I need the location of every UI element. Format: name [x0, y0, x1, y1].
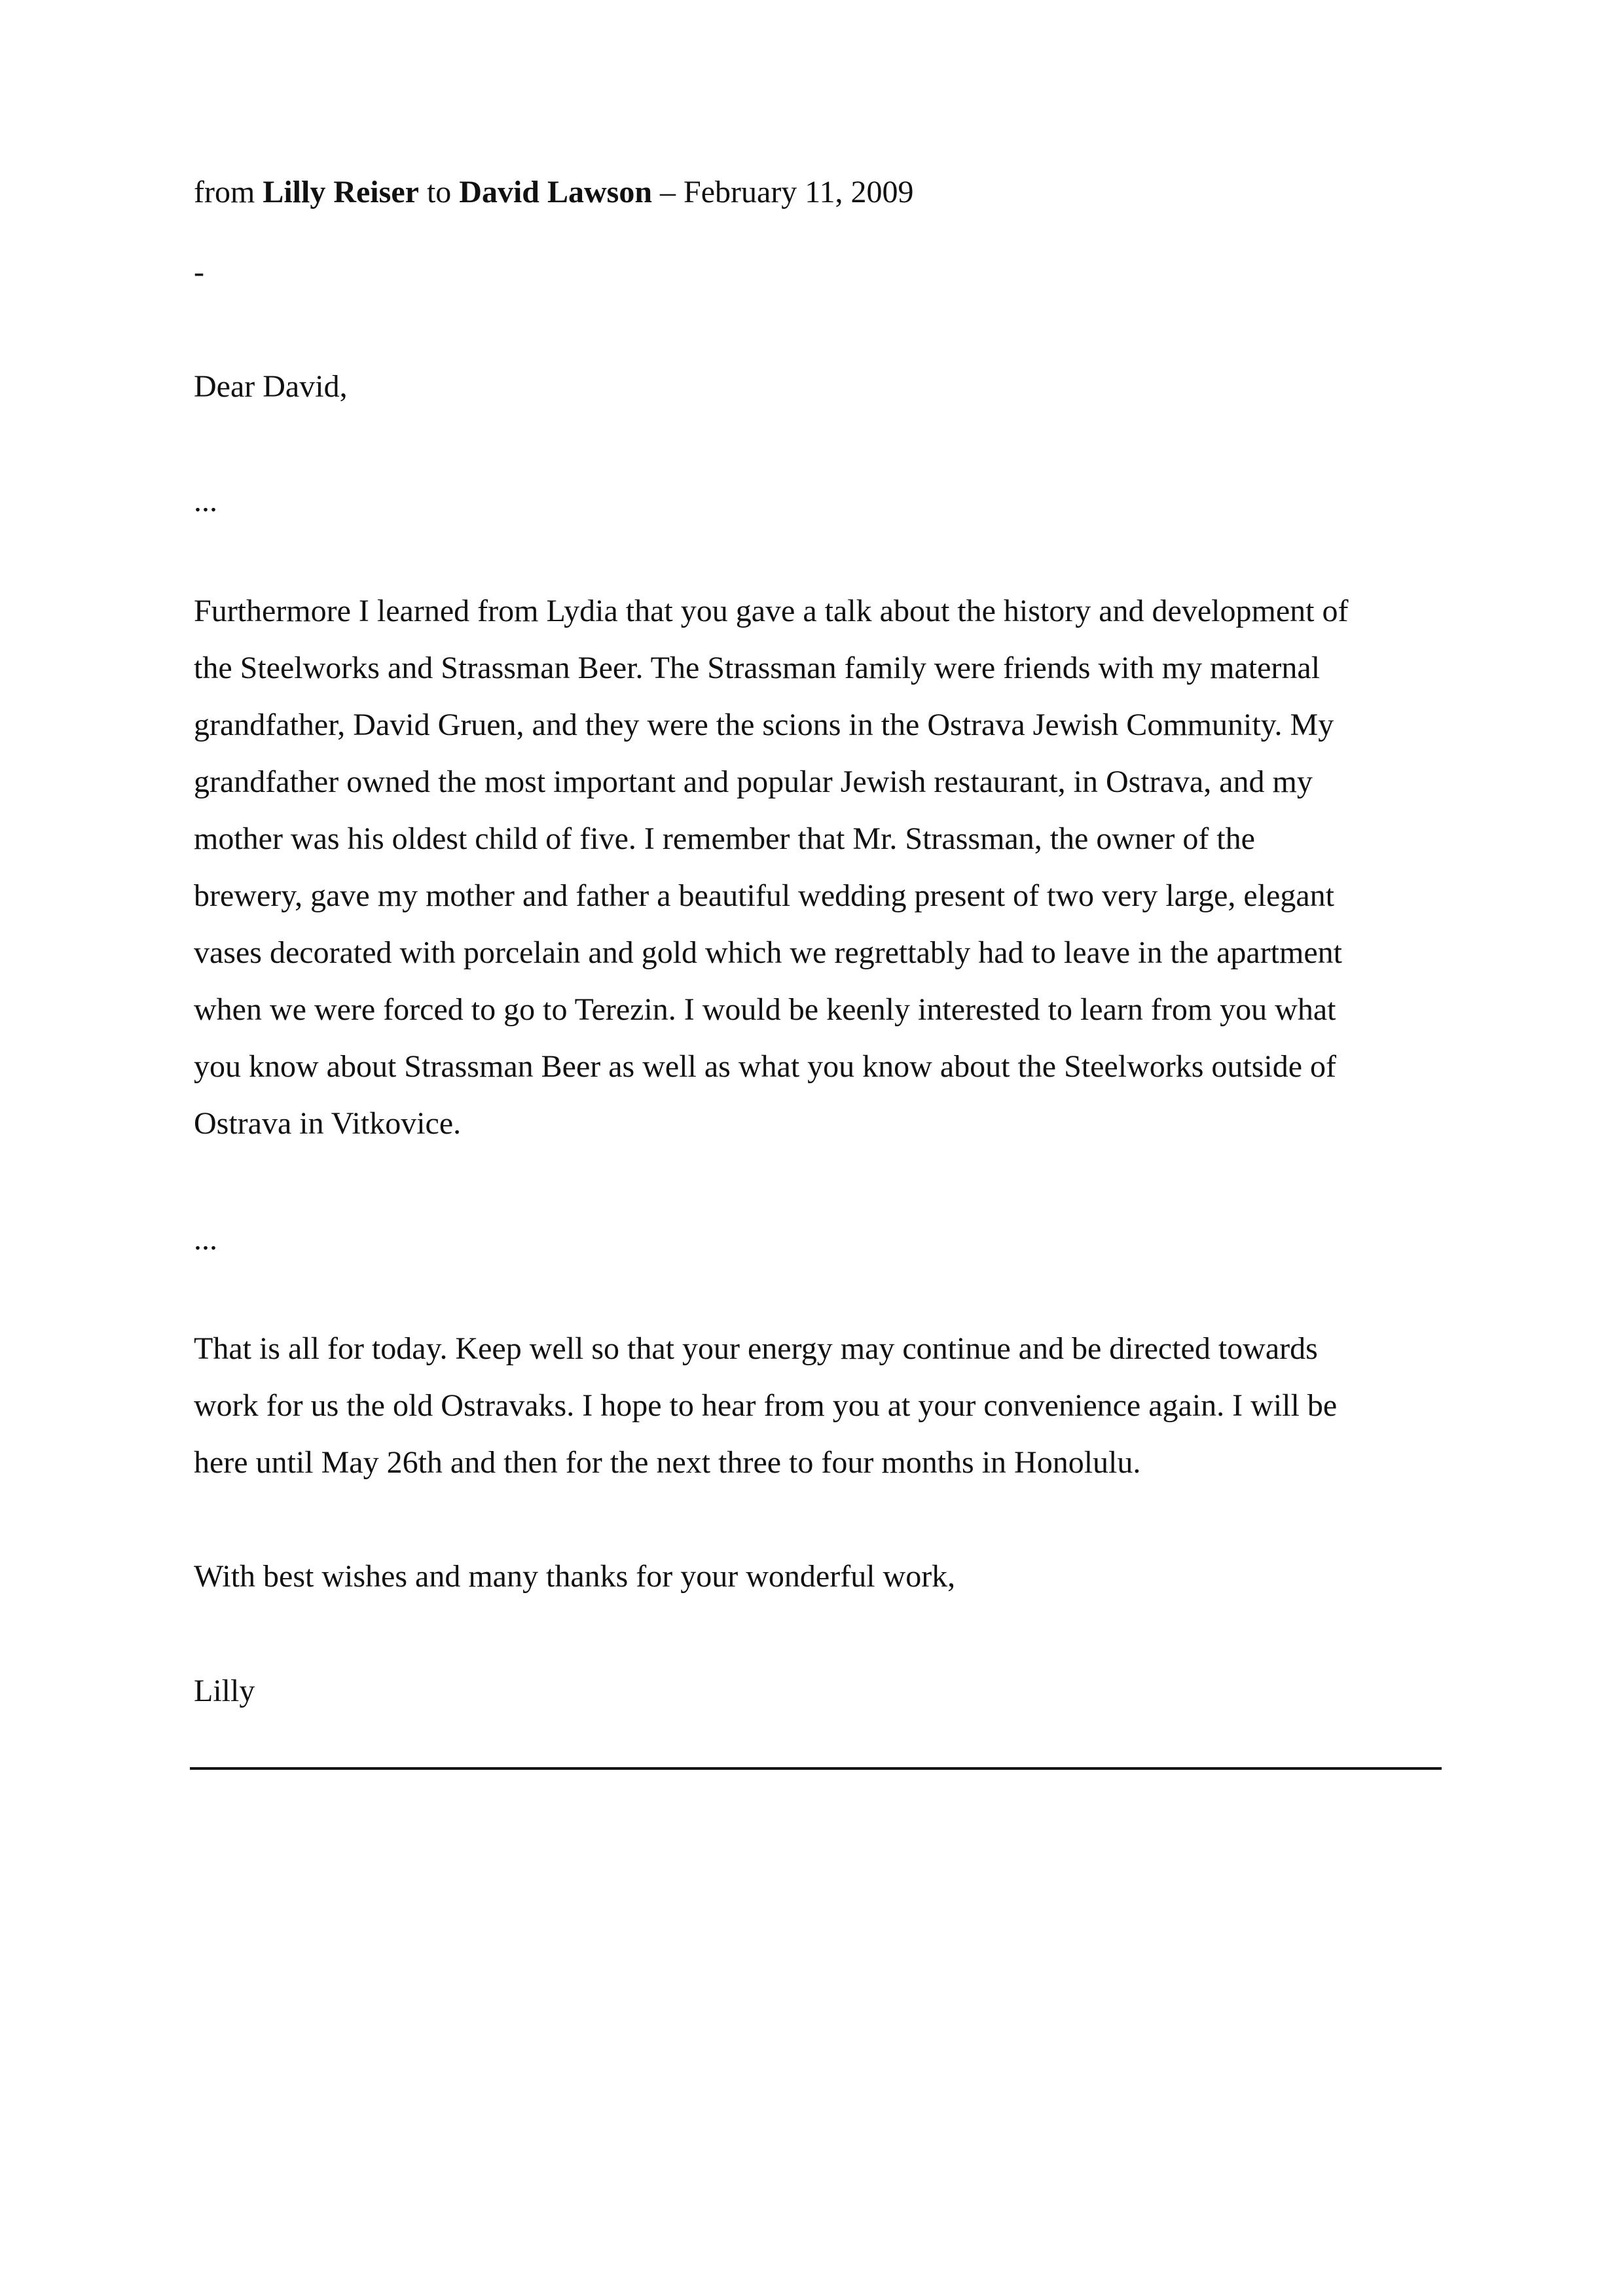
body-line: brewery, gave my mother and father a beautiful wedding present of two very large, elegant: [194, 878, 1334, 913]
salutation: Dear David,: [194, 369, 348, 404]
body-line: mother was his oldest child of five. I remember that Mr. Strassman, the owner of the: [194, 821, 1255, 856]
body-line: Furthermore I learned from Lydia that you gave a talk about the history and development of: [194, 594, 1349, 628]
horizontal-rule: [190, 1767, 1442, 1770]
signature: Lilly: [194, 1674, 255, 1708]
header-from-word: from: [194, 175, 255, 209]
closing-line: here until May 26th and then for the next three to four months in Honolulu.: [194, 1445, 1141, 1480]
header-dash: -: [194, 255, 204, 289]
header-to-word: to: [426, 175, 452, 209]
body-line: you know about Strassman Beer as well as what you know about the Steelworks outside of: [194, 1049, 1337, 1084]
body-line: grandfather, David Gruen, and they were the scions in the Ostrava Jewish Community. My: [194, 708, 1334, 742]
header-recipient: David Lawson: [459, 175, 653, 209]
body-paragraph: [194, 583, 1425, 1152]
body-line: the Steelworks and Strassman Beer. The Strassman family were friends with my maternal: [194, 651, 1321, 685]
header-date: – February 11, 2009: [660, 175, 914, 209]
letter-header: [194, 164, 1438, 221]
closing-paragraph: [194, 1320, 1425, 1491]
body-line: vases decorated with porcelain and gold which we regrettably had to leave in the apartment: [194, 935, 1342, 970]
closing-line: That is all for today. Keep well so that your energy may continue and be directed towards: [194, 1331, 1318, 1366]
closing-line: work for us the old Ostravaks. I hope to hear from you at your convenience again. I will be: [194, 1388, 1338, 1423]
sign-off: With best wishes and many thanks for your wonderful work,: [194, 1559, 956, 1594]
header-sender: Lilly Reiser: [263, 175, 419, 209]
body-line: when we were forced to go to Terezin. I would be keenly interested to learn from you what: [194, 992, 1336, 1027]
body-line: grandfather owned the most important and popular Jewish restaurant, in Ostrava, and my: [194, 764, 1313, 799]
omission-ellipsis-bottom: ...: [194, 1222, 217, 1257]
body-line: Ostrava in Vitkovice.: [194, 1106, 462, 1141]
omission-ellipsis-top: ...: [194, 484, 217, 518]
